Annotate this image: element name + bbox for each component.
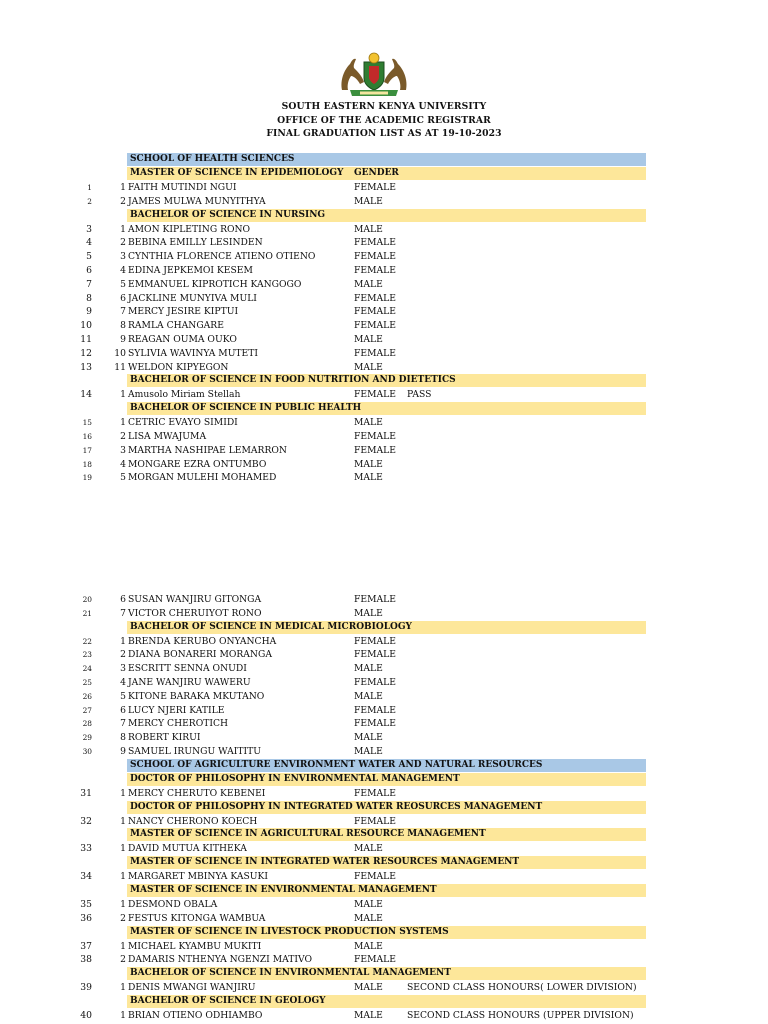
- programme-name: BACHELOR OF SCIENCE IN NURSING: [130, 209, 326, 220]
- overall-number: 39: [80, 982, 92, 994]
- programme-index: 7: [120, 607, 126, 619]
- graduate-gender: FEMALE: [354, 444, 396, 456]
- graduate-name: NANCY CHERONO KOECH: [128, 815, 258, 827]
- graduate-name: MORGAN MULEHI MOHAMED: [128, 472, 277, 484]
- programme-index: 1: [120, 843, 126, 855]
- programme-index: 1: [120, 223, 126, 235]
- graduate-row: [0, 388, 768, 402]
- programme-index: 5: [120, 472, 126, 484]
- overall-number: 26: [82, 691, 92, 701]
- programme-name: BACHELOR OF SCIENCE IN ENVIRONMENTAL MANAGEMENT: [130, 968, 451, 979]
- graduate-row: [0, 731, 768, 745]
- graduate-name: DESMOND OBALA: [128, 899, 218, 910]
- graduate-name: BRIAN OTIENO ODHIAMBO: [128, 1010, 263, 1021]
- graduate-gender: MALE: [354, 417, 383, 429]
- programme-index: 1: [120, 787, 126, 799]
- graduate-name: LUCY NJERI KATILE: [128, 704, 225, 716]
- overall-number: 4: [86, 237, 92, 249]
- graduate-row: [0, 430, 768, 444]
- graduate-gender: FEMALE: [354, 389, 396, 401]
- award-classification: SECOND CLASS HONOURS( LOWER DIVISION): [407, 982, 637, 994]
- graduate-name: DAMARIS NTHENYA NGENZI MATIVO: [128, 954, 312, 966]
- programme-name: BACHELOR OF SCIENCE IN FOOD NUTRITION AND DIETETICS: [130, 375, 456, 386]
- programme-index: 1: [120, 871, 126, 883]
- programme-header: [127, 773, 646, 786]
- graduate-gender: MALE: [354, 334, 383, 345]
- graduate-gender: MALE: [354, 732, 383, 744]
- graduate-gender: FEMALE: [354, 182, 396, 193]
- graduate-row: [0, 278, 768, 292]
- programme-index: 2: [120, 912, 126, 924]
- programme-name: DOCTOR OF PHILOSOPHY IN ENVIRONMENTAL MANAGEMENT: [130, 773, 460, 784]
- programme-index: 3: [120, 663, 126, 675]
- graduate-gender: MALE: [354, 1010, 383, 1021]
- graduate-gender: MALE: [354, 940, 383, 952]
- graduate-name: MONGARE EZRA ONTUMBO: [128, 458, 267, 470]
- graduate-name: CYNTHIA FLORENCE ATIENO OTIENO: [128, 251, 316, 263]
- graduate-row: [0, 264, 768, 278]
- programme-index: 8: [120, 732, 126, 744]
- programme-index: 4: [120, 677, 126, 688]
- graduate-name: MICHAEL KYAMBU MUKITI: [128, 940, 262, 952]
- graduate-row: [0, 940, 768, 954]
- graduate-name: FESTUS KITONGA WAMBUA: [128, 912, 266, 924]
- graduate-gender: FEMALE: [354, 871, 396, 883]
- overall-number: 18: [82, 459, 92, 469]
- graduate-gender: MALE: [354, 223, 383, 235]
- graduate-row: [0, 635, 768, 649]
- graduate-name: AMON KIPLETING RONO: [128, 223, 251, 235]
- graduate-row: [0, 458, 768, 472]
- school-header: SCHOOL OF AGRICULTURE ENVIRONMENT WATER AND NATURAL RESOURCES: [127, 759, 646, 772]
- overall-number: 20: [82, 595, 92, 604]
- graduate-row: [0, 361, 768, 375]
- award-classification: PASS: [407, 389, 432, 401]
- programme-header: [127, 402, 646, 415]
- overall-number: 29: [82, 733, 92, 743]
- programme-name: BACHELOR OF SCIENCE IN PUBLIC HEALTH: [130, 403, 362, 414]
- graduate-row: [0, 912, 768, 926]
- programme-index: 6: [120, 292, 126, 304]
- overall-number: 23: [82, 650, 92, 660]
- graduate-gender: FEMALE: [354, 718, 396, 730]
- graduate-row: [0, 416, 768, 430]
- list-title: FINAL GRADUATION LIST AS AT 19-10-2023: [266, 128, 502, 139]
- programme-header: [127, 995, 646, 1008]
- graduate-row: [0, 319, 768, 333]
- overall-number: 28: [82, 719, 92, 729]
- programme-index: 3: [120, 444, 126, 456]
- graduate-name: ESCRITT SENNA ONUDI: [128, 663, 247, 675]
- graduate-gender: MALE: [354, 663, 383, 675]
- graduate-gender: FEMALE: [354, 320, 396, 332]
- overall-number: 31: [80, 787, 92, 799]
- graduate-name: KITONE BARAKA MKUTANO: [128, 690, 265, 702]
- overall-number: 1: [87, 183, 92, 192]
- programme-index: 2: [120, 195, 126, 207]
- graduate-gender: MALE: [354, 607, 383, 619]
- school-header: SCHOOL OF HEALTH SCIENCES: [127, 153, 646, 166]
- programme-index: 1: [120, 182, 126, 193]
- programme-header: [127, 884, 646, 897]
- graduate-gender: FEMALE: [354, 815, 396, 827]
- overall-number: 7: [86, 278, 92, 290]
- graduate-name: JANE WANJIRU WAWERU: [128, 677, 251, 688]
- graduate-gender: MALE: [354, 912, 383, 924]
- programme-index: 7: [120, 306, 126, 318]
- graduate-name: MERCY CHERUTO KEBENEI: [128, 787, 266, 799]
- programme-index: 1: [120, 982, 126, 994]
- graduate-name: DAVID MUTUA KITHEKA: [128, 843, 247, 855]
- programme-index: 1: [120, 1010, 126, 1021]
- graduate-row: [0, 305, 768, 319]
- graduate-name: Amusolo Miriam Stellah: [128, 389, 241, 401]
- programme-header: [127, 167, 646, 180]
- graduate-row: [0, 195, 768, 209]
- programme-name: MASTER OF SCIENCE IN INTEGRATED WATER RESOURCES MANAGEMENT: [130, 857, 520, 868]
- programme-index: 7: [120, 718, 126, 730]
- graduate-gender: FEMALE: [354, 787, 396, 799]
- graduate-row: [0, 648, 768, 662]
- graduate-name: CETRIC EVAYO SIMIDI: [128, 417, 238, 429]
- graduate-gender: FEMALE: [354, 954, 396, 966]
- graduate-gender: MALE: [354, 458, 383, 470]
- graduate-name: SAMUEL IRUNGU WAITITU: [128, 746, 262, 757]
- programme-name: BACHELOR OF SCIENCE IN GEOLOGY: [130, 996, 326, 1006]
- university-name: SOUTH EASTERN KENYA UNIVERSITY: [281, 101, 487, 112]
- overall-number: 3: [86, 223, 92, 235]
- overall-number: 32: [80, 815, 92, 827]
- programme-index: 3: [120, 251, 126, 263]
- graduate-gender: MALE: [354, 982, 383, 994]
- overall-number: 15: [82, 418, 92, 428]
- graduate-name: REAGAN OUMA OUKO: [128, 334, 237, 345]
- programme-name: MASTER OF SCIENCE IN AGRICULTURAL RESOURCE MANAGEMENT: [130, 829, 486, 840]
- overall-number: 11: [80, 334, 92, 345]
- graduate-name: JAMES MULWA MUNYITHYA: [128, 195, 266, 207]
- programme-index: 5: [120, 690, 126, 702]
- overall-number: 16: [82, 432, 92, 441]
- programme-index: 1: [120, 815, 126, 827]
- graduate-row: [0, 690, 768, 704]
- graduate-name: WELDON KIPYEGON: [128, 361, 229, 373]
- graduate-gender: FEMALE: [354, 292, 396, 304]
- graduate-gender: MALE: [354, 361, 383, 373]
- overall-number: 19: [82, 473, 92, 483]
- graduate-gender: FEMALE: [354, 594, 396, 605]
- graduate-row: [0, 593, 768, 607]
- programme-name: MASTER OF SCIENCE IN EPIDEMIOLOGY: [130, 168, 344, 178]
- graduate-name: SUSAN WANJIRU GITONGA: [128, 594, 262, 605]
- programme-name: DOCTOR OF PHILOSOPHY IN INTEGRATED WATER REOSURCES MANAGEMENT: [130, 801, 543, 812]
- overall-number: 14: [80, 389, 92, 401]
- graduate-row: [0, 471, 768, 485]
- graduate-row: [0, 870, 768, 884]
- overall-number: 2: [87, 196, 92, 206]
- office-name: OFFICE OF THE ACADEMIC REGISTRAR: [277, 115, 491, 126]
- overall-number: 38: [80, 954, 92, 966]
- graduate-row: [0, 333, 768, 347]
- overall-number: 24: [82, 664, 92, 674]
- graduate-row: [0, 815, 768, 829]
- overall-number: 34: [80, 871, 92, 883]
- programme-header: [127, 856, 646, 869]
- overall-number: 17: [82, 445, 92, 455]
- graduate-name: ROBERT KIRUI: [128, 732, 201, 744]
- programme-index: 1: [120, 899, 126, 910]
- graduate-name: MARGARET MBINYA KASUKI: [128, 871, 268, 883]
- programme-index: 1: [120, 389, 126, 401]
- programme-index: 6: [120, 594, 126, 605]
- graduate-name: VICTOR CHERUIYOT RONO: [128, 607, 262, 619]
- programme-index: 9: [120, 334, 126, 345]
- graduate-gender: MALE: [354, 899, 383, 910]
- graduate-row: [0, 745, 768, 759]
- overall-number: 25: [82, 678, 92, 687]
- programme-index: 1: [120, 635, 126, 647]
- graduate-name: RAMLA CHANGARE: [128, 320, 224, 332]
- programme-header: [127, 926, 646, 939]
- overall-number: 13: [80, 361, 92, 373]
- graduate-name: MERCY CHEROTICH: [128, 718, 229, 730]
- graduate-gender: FEMALE: [354, 649, 396, 661]
- programme-header: [127, 209, 646, 222]
- graduate-name: BEBINA EMILLY LESINDEN: [128, 237, 263, 249]
- programme-header: [127, 621, 646, 634]
- graduate-row: [0, 717, 768, 731]
- graduate-gender: MALE: [354, 472, 383, 484]
- overall-number: 27: [82, 705, 92, 715]
- programme-index: 4: [120, 458, 126, 470]
- overall-number: 10: [80, 320, 92, 332]
- graduate-gender: MALE: [354, 746, 383, 757]
- graduate-name: MARTHA NASHIPAE LEMARRON: [128, 444, 287, 456]
- graduate-row: [0, 236, 768, 250]
- graduate-row: [0, 787, 768, 801]
- graduate-row: [0, 292, 768, 306]
- overall-number: 5: [86, 251, 92, 263]
- overall-number: 37: [80, 940, 92, 952]
- graduate-gender: FEMALE: [354, 704, 396, 716]
- programme-index: 2: [120, 954, 126, 966]
- overall-number: 40: [80, 1010, 92, 1021]
- graduate-row: [0, 250, 768, 264]
- graduate-gender: MALE: [354, 195, 383, 207]
- graduate-row: [0, 1009, 768, 1023]
- graduate-row: [0, 953, 768, 967]
- graduate-row: [0, 223, 768, 237]
- overall-number: 8: [86, 292, 92, 304]
- graduate-row: [0, 181, 768, 195]
- graduate-row: [0, 898, 768, 912]
- graduate-gender: FEMALE: [354, 306, 396, 318]
- programme-name: MASTER OF SCIENCE IN LIVESTOCK PRODUCTION SYSTEMS: [130, 926, 449, 937]
- graduate-gender: MALE: [354, 843, 383, 855]
- graduate-name: LISA MWAJUMA: [128, 431, 207, 442]
- university-crest-logo: [336, 50, 412, 98]
- graduate-name: JACKLINE MUNYIVA MULI: [128, 292, 257, 304]
- programme-index: 10: [114, 347, 126, 359]
- award-classification: SECOND CLASS HONOURS (UPPER DIVISION): [407, 1010, 634, 1021]
- graduate-row: [0, 676, 768, 690]
- programme-index: 1: [120, 417, 126, 429]
- overall-number: 22: [82, 636, 92, 646]
- overall-number: 30: [82, 747, 92, 756]
- graduate-name: DENIS MWANGI WANJIRU: [128, 982, 256, 994]
- graduate-name: SYLIVIA WAVINYA MUTETI: [128, 347, 259, 359]
- overall-number: 33: [80, 843, 92, 855]
- programme-name: MASTER OF SCIENCE IN ENVIRONMENTAL MANAGEMENT: [130, 885, 437, 895]
- graduate-name: MERCY JESIRE KIPTUI: [128, 306, 239, 318]
- programme-index: 9: [120, 746, 126, 757]
- programme-index: 6: [120, 704, 126, 716]
- graduate-row: [0, 842, 768, 856]
- programme-header: [127, 828, 646, 841]
- graduate-gender: FEMALE: [354, 237, 396, 249]
- overall-number: 21: [82, 608, 92, 618]
- programme-index: 4: [120, 265, 126, 276]
- overall-number: 36: [80, 912, 92, 924]
- graduate-name: DIANA BONARERI MORANGA: [128, 649, 272, 661]
- graduate-gender: FEMALE: [354, 677, 396, 688]
- graduate-row: [0, 704, 768, 718]
- overall-number: 9: [86, 306, 92, 318]
- graduate-name: BRENDA KERUBO ONYANCHA: [128, 635, 277, 647]
- programme-name: BACHELOR OF SCIENCE IN MEDICAL MICROBIOLOGY: [130, 621, 412, 632]
- graduate-gender: FEMALE: [354, 431, 396, 442]
- overall-number: 6: [86, 265, 92, 276]
- graduate-row: [0, 444, 768, 458]
- graduate-gender: FEMALE: [354, 265, 396, 276]
- programme-index: 5: [120, 278, 126, 290]
- programme-header: [127, 374, 646, 387]
- graduate-gender: FEMALE: [354, 635, 396, 647]
- graduate-gender: MALE: [354, 278, 383, 290]
- programme-header: [127, 967, 646, 980]
- programme-index: 11: [114, 361, 126, 373]
- programme-header: [127, 801, 646, 814]
- graduate-name: EDINA JEPKEMOI KESEM: [128, 265, 253, 276]
- graduate-row: [0, 981, 768, 995]
- graduate-name: EMMANUEL KIPROTICH KANGOGO: [128, 278, 302, 290]
- graduate-gender: FEMALE: [354, 251, 396, 263]
- programme-index: 1: [120, 940, 126, 952]
- gender-column-header: GENDER: [354, 168, 399, 178]
- programme-index: 2: [120, 431, 126, 442]
- graduate-gender: MALE: [354, 690, 383, 702]
- graduate-row: [0, 662, 768, 676]
- overall-number: 35: [80, 899, 92, 910]
- graduate-name: FAITH MUTINDI NGUI: [128, 182, 237, 193]
- programme-index: 8: [120, 320, 126, 332]
- overall-number: 12: [80, 347, 92, 359]
- graduate-row: [0, 347, 768, 361]
- programme-index: 2: [120, 649, 126, 661]
- programme-index: 2: [120, 237, 126, 249]
- graduate-gender: FEMALE: [354, 347, 396, 359]
- graduate-row: [0, 607, 768, 621]
